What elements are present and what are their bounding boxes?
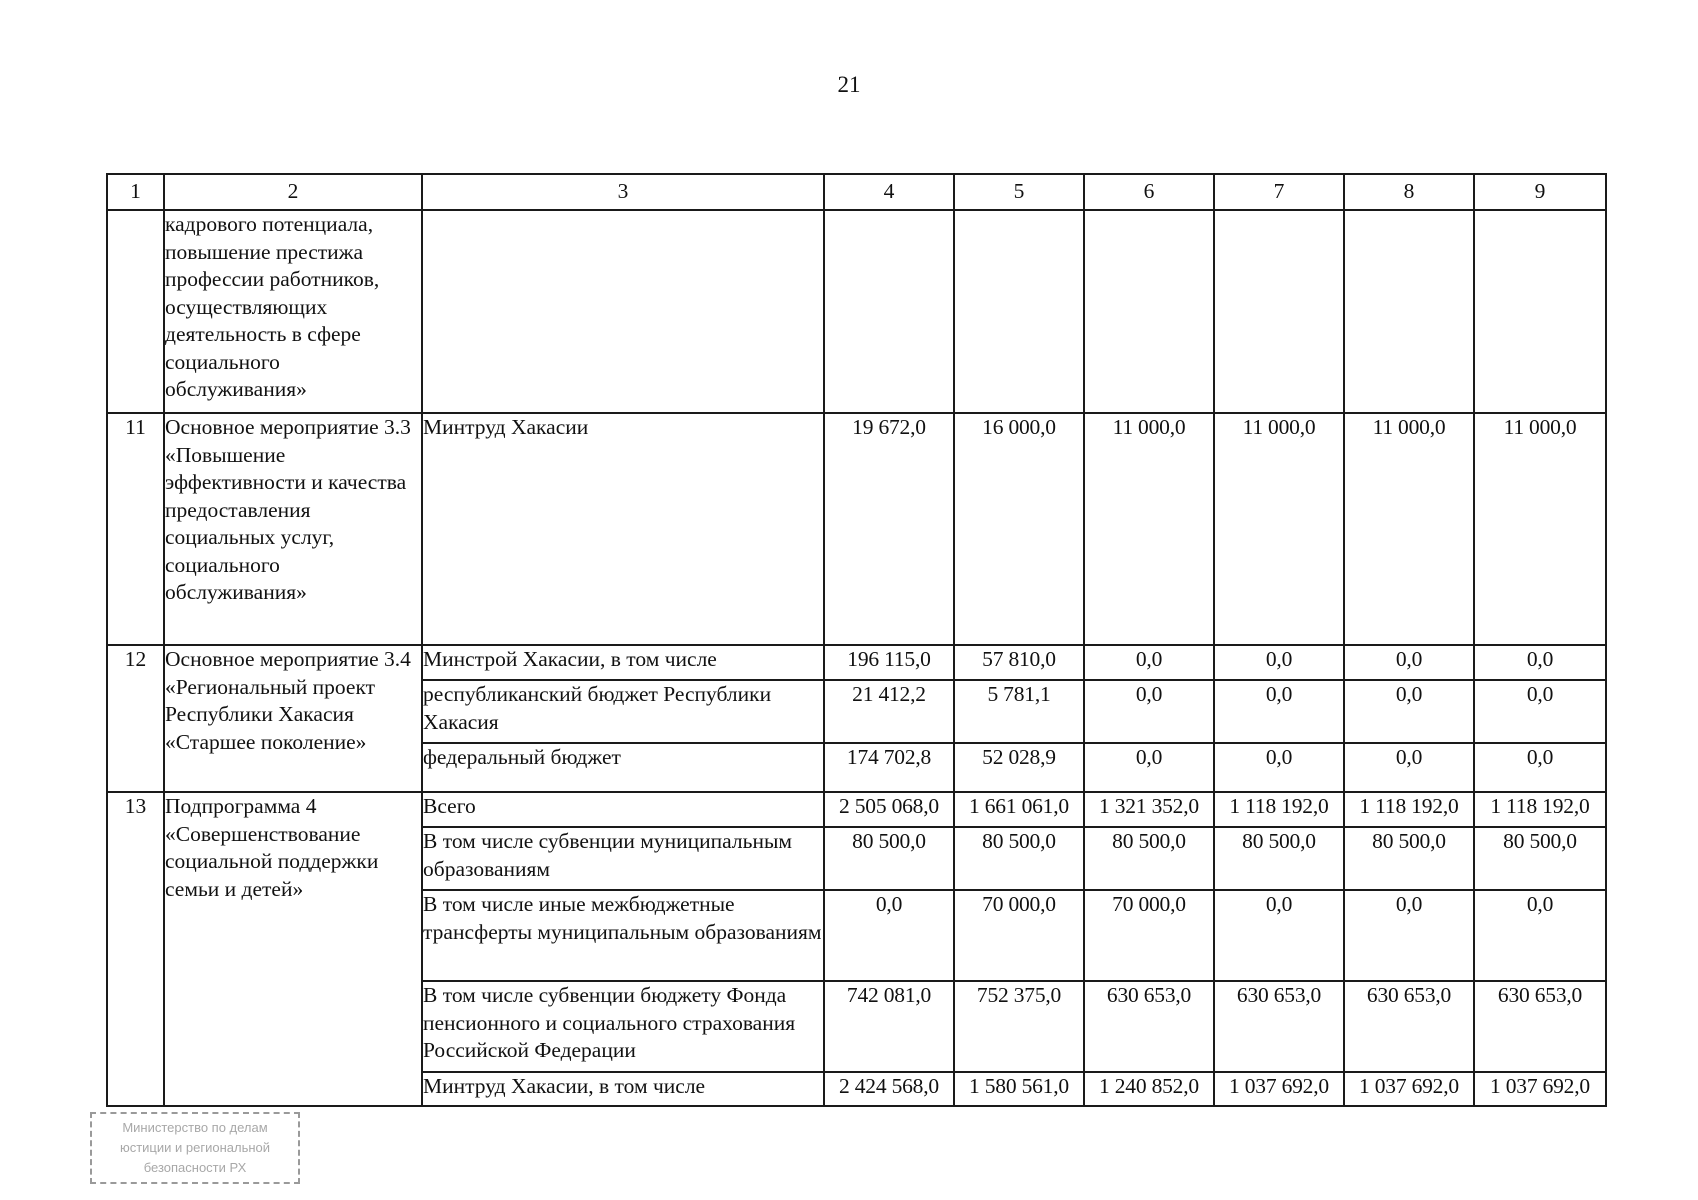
amount-cell (1474, 210, 1606, 413)
amount-cell: 1 118 192,0 (1474, 792, 1606, 827)
amount-cell: 2 505 068,0 (824, 792, 954, 827)
amount-cell: 0,0 (1474, 743, 1606, 792)
amount-cell: 0,0 (1214, 890, 1344, 981)
amount-cell: 0,0 (1344, 743, 1474, 792)
amount-cell: 1 037 692,0 (1214, 1072, 1344, 1106)
amount-cell: 0,0 (824, 890, 954, 981)
amount-cell: 0,0 (1474, 645, 1606, 680)
amount-cell: 630 653,0 (1084, 981, 1214, 1072)
amount-cell (1214, 210, 1344, 413)
amount-cell: 0,0 (1214, 680, 1344, 743)
header-cell: 1 (107, 174, 164, 210)
amount-cell: 630 653,0 (1474, 981, 1606, 1072)
amount-cell (954, 210, 1084, 413)
header-cell: 2 (164, 174, 422, 210)
amount-cell (1344, 210, 1474, 413)
funding-source-cell: Минтруд Хакасии, в том числе (422, 1072, 824, 1106)
amount-cell: 80 500,0 (1474, 827, 1606, 890)
amount-cell: 0,0 (1474, 890, 1606, 981)
amount-cell: 1 118 192,0 (1214, 792, 1344, 827)
funding-source-cell (422, 210, 824, 413)
page-number: 21 (837, 72, 861, 97)
header-cell: 5 (954, 174, 1084, 210)
row-number-cell: 13 (107, 792, 164, 1106)
registration-stamp (90, 1112, 300, 1184)
amount-cell: 57 810,0 (954, 645, 1084, 680)
amount-cell: 630 653,0 (1344, 981, 1474, 1072)
amount-cell: 1 321 352,0 (1084, 792, 1214, 827)
amount-cell: 1 661 061,0 (954, 792, 1084, 827)
amount-cell: 80 500,0 (824, 827, 954, 890)
header-cell: 8 (1344, 174, 1474, 210)
amount-cell: 0,0 (1084, 743, 1214, 792)
amount-cell: 52 028,9 (954, 743, 1084, 792)
header-cell: 9 (1474, 174, 1606, 210)
amount-cell (1084, 210, 1214, 413)
table-row (107, 413, 1606, 645)
stamp-line: Министерство по делам (122, 1120, 268, 1135)
amount-cell: 80 500,0 (1084, 827, 1214, 890)
amount-cell: 80 500,0 (1214, 827, 1344, 890)
funding-source-cell: В том числе субвенции бюджету Фонда пенсионного и социального страхования Российской Федерации (422, 981, 824, 1072)
amount-cell: 0,0 (1344, 890, 1474, 981)
amount-cell: 174 702,8 (824, 743, 954, 792)
table-row (107, 792, 1606, 827)
amount-cell: 80 500,0 (954, 827, 1084, 890)
funding-source-cell: В том числе иные межбюджетные трансферты муниципальным образованиям (422, 890, 824, 981)
funding-source-cell: федеральный бюджет (422, 743, 824, 792)
funding-source-cell: Всего (422, 792, 824, 827)
amount-cell: 196 115,0 (824, 645, 954, 680)
funding-source-cell: республиканский бюджет Республики Хакасия (422, 680, 824, 743)
activity-name-cell: Основное мероприятие 3.4 «Региональный проект Республики Хакасия «Старшее поколение» (164, 645, 422, 792)
row-number-cell: 12 (107, 645, 164, 792)
amount-cell: 0,0 (1344, 680, 1474, 743)
amount-cell: 70 000,0 (1084, 890, 1214, 981)
header-row (107, 174, 1606, 210)
header-cell: 6 (1084, 174, 1214, 210)
funding-source-cell: Минстрой Хакасии, в том числе (422, 645, 824, 680)
stamp-line: безопасности РХ (143, 1160, 247, 1175)
amount-cell: 11 000,0 (1084, 413, 1214, 645)
amount-cell: 16 000,0 (954, 413, 1084, 645)
header-cell: 7 (1214, 174, 1344, 210)
amount-cell: 1 580 561,0 (954, 1072, 1084, 1106)
amount-cell: 742 081,0 (824, 981, 954, 1072)
budget-table (106, 173, 1607, 1107)
amount-cell: 80 500,0 (1344, 827, 1474, 890)
activity-name-cell: Подпрограмма 4 «Совершенствование социальной поддержки семьи и детей» (164, 792, 422, 1106)
amount-cell: 19 672,0 (824, 413, 954, 645)
amount-cell: 630 653,0 (1214, 981, 1344, 1072)
amount-cell: 0,0 (1344, 645, 1474, 680)
amount-cell: 0,0 (1214, 743, 1344, 792)
amount-cell: 1 240 852,0 (1084, 1072, 1214, 1106)
amount-cell: 70 000,0 (954, 890, 1084, 981)
amount-cell: 1 037 692,0 (1344, 1072, 1474, 1106)
amount-cell: 11 000,0 (1344, 413, 1474, 645)
amount-cell: 0,0 (1474, 680, 1606, 743)
amount-cell: 752 375,0 (954, 981, 1084, 1072)
amount-cell: 5 781,1 (954, 680, 1084, 743)
row-number-cell (107, 210, 164, 413)
amount-cell: 0,0 (1214, 645, 1344, 680)
amount-cell: 1 037 692,0 (1474, 1072, 1606, 1106)
header-cell: 4 (824, 174, 954, 210)
row-number-cell: 11 (107, 413, 164, 645)
activity-name-cell: Основное мероприятие 3.3 «Повышение эффективности и качества предоставления социальных услуг, социального обслуживания» (164, 413, 422, 645)
amount-cell: 1 118 192,0 (1344, 792, 1474, 827)
amount-cell: 11 000,0 (1474, 413, 1606, 645)
table-header (107, 174, 1606, 210)
amount-cell (824, 210, 954, 413)
table-body (107, 210, 1606, 1106)
table-row (107, 210, 1606, 413)
amount-cell: 0,0 (1084, 645, 1214, 680)
amount-cell: 0,0 (1084, 680, 1214, 743)
amount-cell: 21 412,2 (824, 680, 954, 743)
header-cell: 3 (422, 174, 824, 210)
table-row (107, 645, 1606, 680)
funding-source-cell: В том числе субвенции муниципальным образованиям (422, 827, 824, 890)
amount-cell: 11 000,0 (1214, 413, 1344, 645)
funding-source-cell: Минтруд Хакасии (422, 413, 824, 645)
amount-cell: 2 424 568,0 (824, 1072, 954, 1106)
stamp-line: юстиции и региональной (119, 1140, 271, 1155)
activity-name-cell: кадрового потенциала, повышение престижа профессии работников, осуществляющих деятельность в сфере социального обслуживания» (164, 210, 422, 413)
